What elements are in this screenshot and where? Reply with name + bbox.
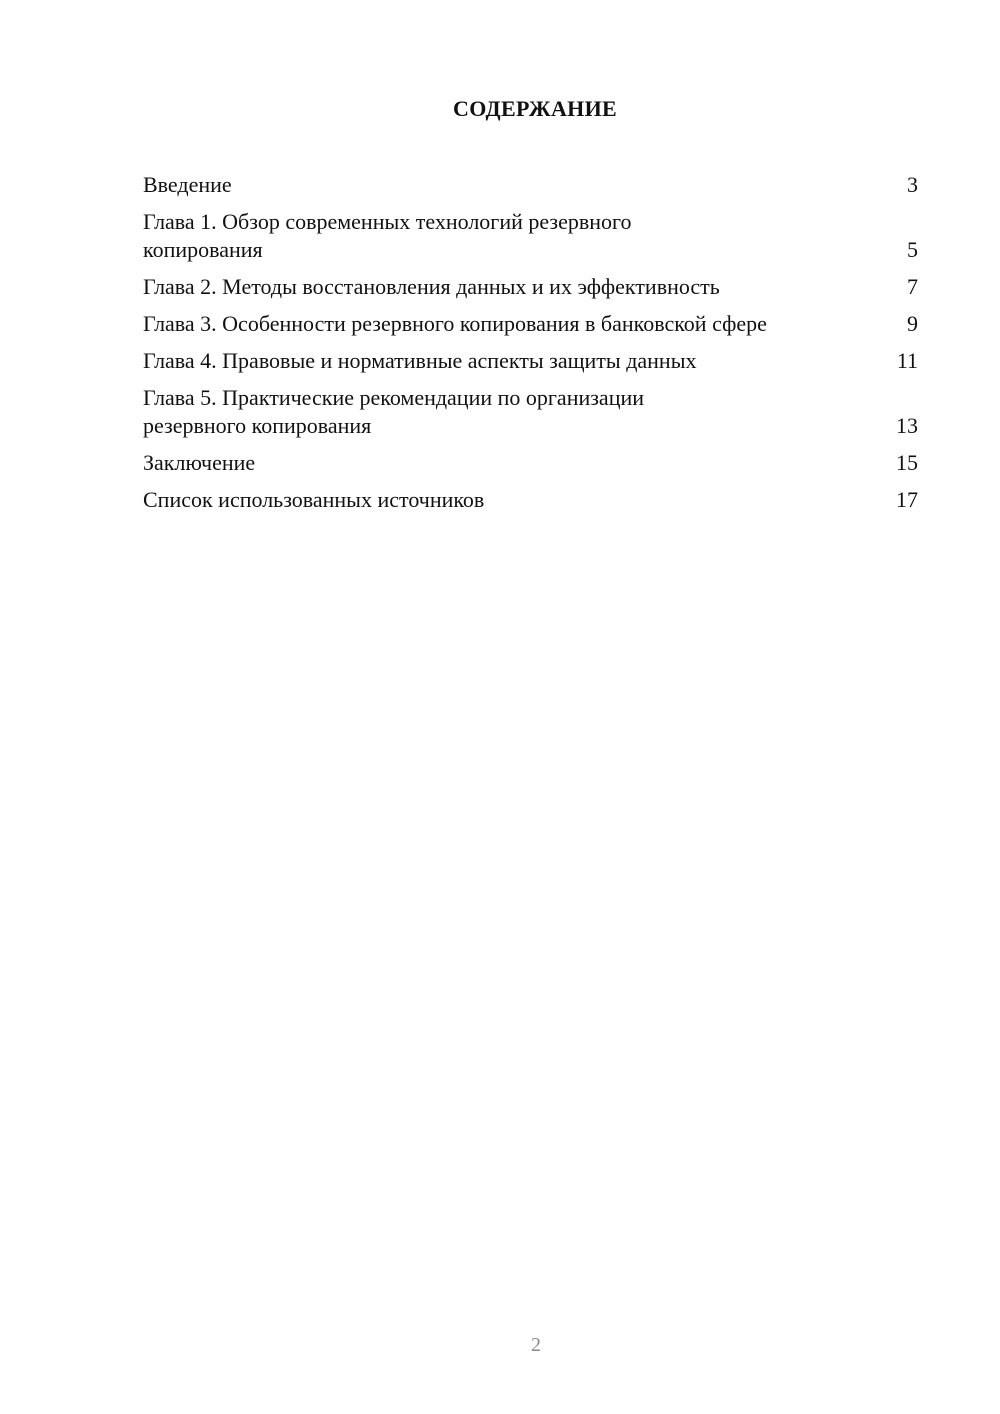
toc-entry-title: Заключение bbox=[143, 450, 256, 475]
toc-entry-references bbox=[143, 486, 918, 514]
toc-entry-conclusion bbox=[143, 449, 918, 477]
toc-entry-title: Глава 3. Особенности резервного копирования в банковской сфере bbox=[143, 311, 767, 336]
toc-entry-page: 7 bbox=[907, 274, 918, 299]
toc-entry-page: 11 bbox=[896, 348, 918, 373]
toc-entry-page: 9 bbox=[907, 311, 918, 336]
toc-entry-chapter-4 bbox=[143, 347, 918, 375]
toc-entry-page: 5 bbox=[907, 237, 918, 262]
toc-entry-title: Глава 4. Правовые и нормативные аспекты защиты данных bbox=[143, 348, 697, 373]
toc-entry-title: Глава 2. Методы восстановления данных и их эффективность bbox=[143, 274, 720, 299]
toc-entry-title: Список использованных источников bbox=[143, 487, 485, 512]
toc-entry-page: 13 bbox=[896, 413, 918, 438]
toc-entry-introduction bbox=[143, 171, 918, 199]
toc-entry-page: 17 bbox=[896, 487, 918, 512]
toc-entry-title: Введение bbox=[143, 172, 232, 197]
toc-entry-page: 3 bbox=[907, 172, 918, 197]
toc-entry-chapter-2 bbox=[143, 273, 918, 301]
table-of-contents bbox=[143, 171, 918, 523]
toc-entry-page: 15 bbox=[896, 450, 918, 475]
toc-heading: СОДЕРЖАНИЕ bbox=[453, 96, 617, 121]
page-number: 2 bbox=[531, 1334, 541, 1356]
toc-entry-chapter-5 bbox=[143, 384, 918, 440]
toc-entry-chapter-1 bbox=[143, 208, 918, 264]
toc-entry-chapter-3 bbox=[143, 310, 918, 338]
toc-entry-title: Глава 5. Практические рекомендации по организации резервного копирования bbox=[143, 385, 645, 438]
toc-entry-title: Глава 1. Обзор современных технологий резервного копирования bbox=[143, 209, 632, 262]
